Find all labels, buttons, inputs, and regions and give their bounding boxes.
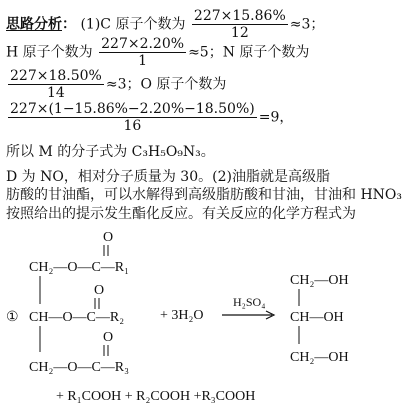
n-fraction-numerator: 227×18.50% [10, 68, 102, 84]
paragraph-line-2: 按照给出的提示发生酯化反应。有关反应的化学方程式为 [6, 206, 356, 222]
o-fraction-numerator: 227×(1−15.86%−2.20%−18.50%) [10, 101, 255, 117]
analysis-line-3 [6, 68, 226, 101]
c-fraction-numerator: 227×15.86% [193, 8, 286, 24]
analysis-line-4 [6, 101, 293, 134]
plus-water: + 3H₂O [160, 308, 204, 323]
paragraph-line-1: 肪酸的甘油酯，可以水解得到高级脂肪酸和甘油，甘油和 HNO₃ [6, 187, 402, 203]
heading-colon: ： [62, 16, 76, 33]
h-fraction-numerator: 227×2.20% [101, 36, 185, 52]
h-fraction-denominator: 1 [138, 53, 148, 70]
d-line: D 为 NO，相对分子质量为 30。(2)油脂就是高级脂 [6, 169, 330, 185]
n-fraction [8, 68, 104, 101]
n-fraction-denominator: 14 [47, 85, 65, 102]
reactant-ch-mid: CH—O—C—R₂ [29, 310, 125, 325]
h-result: ≈5；N 原子个数为 [188, 44, 310, 61]
reactant-ch2-top: CH₂—O—C—R₁ [29, 260, 129, 275]
analysis-heading: 思路分析 [6, 16, 62, 33]
product-ch2-bot: CH₂—OH [290, 350, 349, 365]
reaction-number: ① [6, 310, 19, 325]
reaction-diagram [0, 220, 402, 406]
o-result: =9， [258, 109, 294, 126]
o-fraction [8, 101, 257, 134]
h-fraction [99, 36, 186, 69]
o-fraction-denominator: 16 [123, 118, 142, 135]
carbonyl-o-bot: O [103, 330, 114, 345]
fatty-acid-products: + R₁COOH + R₂COOH +R₃COOH [56, 389, 256, 404]
carbonyl-o-mid: O [94, 283, 105, 298]
analysis-line-2 [6, 36, 309, 69]
product-ch-mid: CH—OH [290, 310, 344, 325]
c-fraction-denominator: 12 [230, 25, 249, 42]
catalyst-label: H₂SO₄ [233, 295, 266, 309]
n-result: ≈3；O 原子个数为 [105, 76, 227, 93]
product-ch2-top: CH₂—OH [290, 273, 349, 288]
h-prefix: H 原子个数为 [6, 44, 93, 61]
c-prefix: (1)C 原子个数为 [80, 16, 186, 33]
c-result: ≈3； [289, 16, 325, 33]
carbonyl-o-top: O [103, 230, 114, 245]
reactant-ch2-bot: CH₂—O—C—R₃ [29, 360, 129, 375]
conclusion-line: 所以 M 的分子式为 C₃H₅O₉N₃。 [6, 144, 215, 160]
